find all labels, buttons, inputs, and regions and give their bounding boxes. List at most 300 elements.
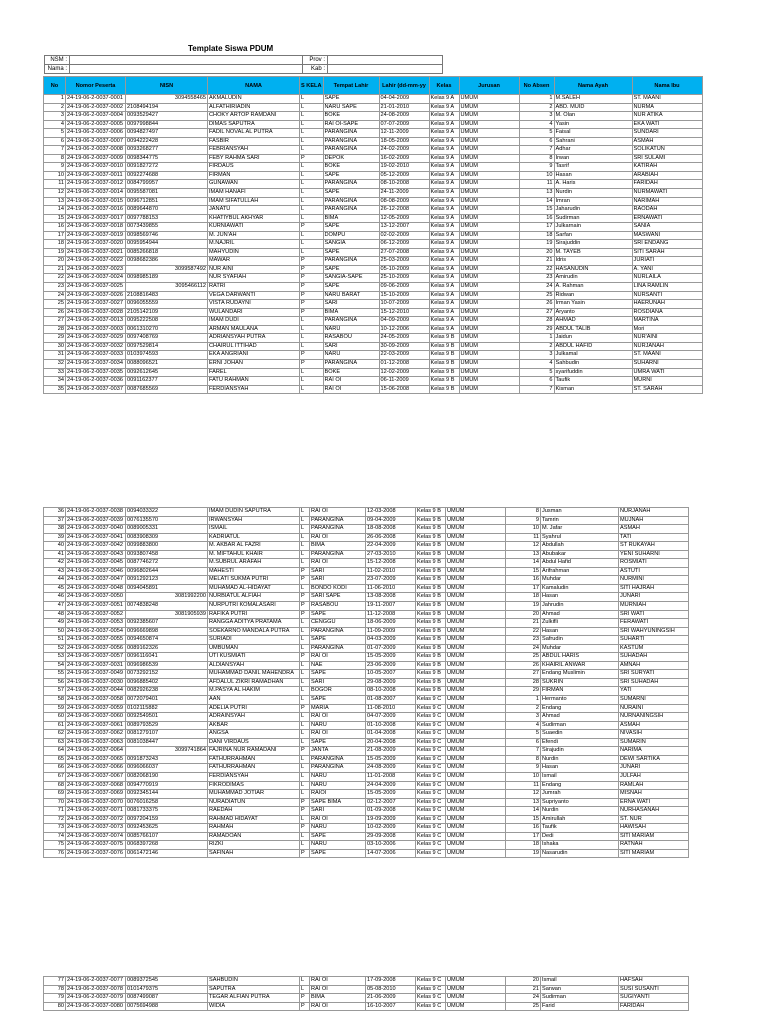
cell-nama-ayah[interactable]: ABDUL HARIS — [541, 653, 619, 662]
cell-nama-ibu[interactable]: AMNAH — [619, 661, 689, 670]
cell-nama[interactable]: EKA ANGRIANI — [208, 351, 300, 360]
cell-nama[interactable]: AKBAR — [208, 721, 300, 730]
cell-no[interactable]: 34 — [44, 377, 66, 386]
cell-jurusan[interactable]: UMUM — [459, 146, 519, 155]
cell-nisn[interactable]: 0068397268 — [126, 841, 208, 850]
cell-jurusan[interactable]: UMUM — [446, 636, 506, 645]
cell-nama[interactable]: RAFIKA PUTRI — [208, 610, 300, 619]
cell-nama-ibu[interactable]: SUMARNI — [619, 696, 689, 705]
cell-no[interactable]: 23 — [44, 283, 66, 292]
cell-nama-ayah[interactable]: Endang Muslimin — [541, 670, 619, 679]
cell-tanggal-lahir[interactable]: 06-12-2009 — [379, 240, 429, 249]
cell-jurusan[interactable]: UMUM — [446, 696, 506, 705]
cell-tempat-lahir[interactable]: NARU — [310, 781, 366, 790]
cell-jenis-kelamin[interactable]: L — [300, 678, 310, 687]
cell-nisn[interactable]: 0092549501 — [126, 713, 208, 722]
cell-jurusan[interactable]: UMUM — [459, 240, 519, 249]
cell-no-absen[interactable]: 9 — [506, 516, 541, 525]
cell-nama-ayah[interactable]: ABDUL TALIB — [554, 325, 632, 334]
cell-jenis-kelamin[interactable]: P — [300, 610, 310, 619]
cell-no[interactable]: 58 — [44, 696, 66, 705]
column-header-7[interactable]: Lahir (dd-mm-yy — [379, 77, 429, 95]
cell-tanggal-lahir[interactable]: 11-01-2008 — [366, 772, 416, 781]
cell-no[interactable]: 59 — [44, 704, 66, 713]
cell-tanggal-lahir[interactable]: 21-08-2009 — [366, 747, 416, 756]
cell-nama-ayah[interactable]: Supriyanto — [541, 798, 619, 807]
cell-nama-ibu[interactable]: SUNDARI — [632, 129, 702, 138]
cell-kelas[interactable]: Kelas 9 A — [429, 257, 459, 266]
cell-nama-ibu[interactable]: RAMLAH — [619, 781, 689, 790]
cell-nomor-peserta[interactable]: 24-19-06-2-0037-0002 — [66, 103, 126, 112]
cell-no-absen[interactable]: 28 — [506, 678, 541, 687]
cell-jenis-kelamin[interactable]: P — [300, 602, 310, 611]
cell-no[interactable]: 7 — [44, 146, 66, 155]
cell-nomor-peserta[interactable]: 24-19-06-2-0037-0016 — [66, 206, 126, 215]
cell-nama[interactable]: M. AKBAR AL FAZRI — [208, 542, 300, 551]
cell-jurusan[interactable]: UMUM — [446, 653, 506, 662]
cell-nama-ayah[interactable]: Irman Yasin — [554, 300, 632, 309]
cell-jurusan[interactable]: UMUM — [459, 95, 519, 104]
cell-nama[interactable]: FERDIANSYAH — [208, 772, 300, 781]
cell-jurusan[interactable]: UMUM — [446, 559, 506, 568]
cell-no-absen[interactable]: 10 — [519, 171, 554, 180]
cell-jurusan[interactable]: UMUM — [459, 317, 519, 326]
cell-jenis-kelamin[interactable]: L — [300, 368, 324, 377]
cell-jurusan[interactable]: UMUM — [446, 747, 506, 756]
cell-no-absen[interactable]: 28 — [519, 317, 554, 326]
cell-tempat-lahir[interactable]: DOMPU — [323, 231, 379, 240]
cell-nisn[interactable]: 0102115882 — [126, 704, 208, 713]
cell-nama-ibu[interactable]: SANIA — [632, 223, 702, 232]
cell-nomor-peserta[interactable]: 24-19-06-2-0037-0020 — [66, 240, 126, 249]
cell-no[interactable]: 22 — [44, 274, 66, 283]
cell-tanggal-lahir[interactable]: 26-06-2008 — [366, 533, 416, 542]
cell-tanggal-lahir[interactable]: 16-10-2007 — [366, 1002, 416, 1011]
cell-nomor-peserta[interactable]: 24-19-06-2-0037-0061 — [66, 721, 126, 730]
cell-tanggal-lahir[interactable]: 10-07-2009 — [379, 300, 429, 309]
cell-tempat-lahir[interactable]: RAI OI — [310, 730, 366, 739]
nsm-value-cell[interactable] — [70, 56, 303, 65]
cell-nisn[interactable]: 0087746272 — [126, 559, 208, 568]
cell-tanggal-lahir[interactable]: 27-03-2010 — [366, 550, 416, 559]
cell-kelas[interactable]: Kelas 9 B — [416, 508, 446, 517]
cell-jurusan[interactable]: UMUM — [446, 567, 506, 576]
cell-nomor-peserta[interactable]: 24-19-06-2-0037-0029 — [66, 334, 126, 343]
cell-no-absen[interactable]: 3 — [519, 351, 554, 360]
column-header-12[interactable]: Nama Ibu — [632, 77, 702, 95]
cell-jurusan[interactable]: UMUM — [446, 781, 506, 790]
cell-nama-ibu[interactable]: ARABIAH — [632, 171, 702, 180]
cell-nama-ayah[interactable]: Imran — [554, 197, 632, 206]
cell-no[interactable]: 49 — [44, 619, 66, 628]
cell-no-absen[interactable]: 21 — [506, 619, 541, 628]
cell-nisn[interactable]: 0091827272 — [126, 163, 208, 172]
cell-nisn[interactable]: 0097204159 — [126, 815, 208, 824]
cell-no[interactable]: 33 — [44, 368, 66, 377]
cell-nama-ayah[interactable]: HASANUDIN — [554, 265, 632, 274]
cell-nisn[interactable]: 0096712851 — [126, 197, 208, 206]
cell-no[interactable]: 53 — [44, 653, 66, 662]
cell-jenis-kelamin[interactable]: L — [300, 790, 310, 799]
cell-nisn[interactable]: 0097408769 — [126, 334, 208, 343]
cell-tanggal-lahir[interactable]: 01-04-2008 — [366, 730, 416, 739]
cell-no-absen[interactable]: 12 — [506, 790, 541, 799]
cell-nomor-peserta[interactable]: 24-19-06-2-0037-0007 — [66, 137, 126, 146]
cell-nama[interactable]: IMAM HANAFI — [208, 189, 300, 198]
cell-tanggal-lahir[interactable]: 11-09-2009 — [366, 627, 416, 636]
cell-jurusan[interactable]: UMUM — [459, 325, 519, 334]
cell-tempat-lahir[interactable]: SAPE — [323, 95, 379, 104]
cell-nama-ibu[interactable]: ST RUKAYAH — [619, 542, 689, 551]
cell-tempat-lahir[interactable]: SAPE — [310, 832, 366, 841]
cell-jurusan[interactable]: UMUM — [446, 550, 506, 559]
cell-no[interactable]: 14 — [44, 206, 66, 215]
cell-nama[interactable]: FATHURRAHMAN — [208, 755, 300, 764]
cell-jenis-kelamin[interactable]: L — [300, 755, 310, 764]
cell-nomor-peserta[interactable]: 24-19-06-2-0037-0064 — [66, 747, 126, 756]
cell-nomor-peserta[interactable]: 24-19-06-2-0037-0005 — [66, 120, 126, 129]
cell-nama-ibu[interactable]: ST. MAANI — [632, 351, 702, 360]
cell-kelas[interactable]: Kelas 9 B — [416, 542, 446, 551]
cell-nama-ayah[interactable]: Hermanto — [541, 696, 619, 705]
cell-nama[interactable]: GUNAWAN — [208, 180, 300, 189]
cell-tempat-lahir[interactable]: RAI OI — [310, 1002, 366, 1011]
cell-nama-ibu[interactable]: SRI WAHYUNINGSIH — [619, 627, 689, 636]
cell-no-absen[interactable]: 7 — [506, 747, 541, 756]
cell-nomor-peserta[interactable]: 24-19-06-2-0037-0066 — [66, 764, 126, 773]
cell-nomor-peserta[interactable]: 24-19-06-2-0037-0039 — [66, 516, 126, 525]
cell-jenis-kelamin[interactable]: L — [300, 730, 310, 739]
cell-jenis-kelamin[interactable]: L — [300, 146, 324, 155]
cell-no[interactable]: 4 — [44, 120, 66, 129]
cell-tempat-lahir[interactable]: BOKE — [323, 112, 379, 121]
cell-tempat-lahir[interactable]: BOGOR — [310, 687, 366, 696]
cell-no[interactable]: 21 — [44, 265, 66, 274]
cell-nama-ibu[interactable]: EKA WATI — [632, 120, 702, 129]
cell-no[interactable]: 9 — [44, 163, 66, 172]
cell-jenis-kelamin[interactable]: P — [300, 576, 310, 585]
cell-no-absen[interactable]: 24 — [506, 994, 541, 1003]
cell-no[interactable]: 67 — [44, 772, 66, 781]
cell-nama[interactable]: ALFATHIRIADIN — [208, 103, 300, 112]
cell-nama-ayah[interactable]: Sudirman — [554, 214, 632, 223]
cell-jenis-kelamin[interactable]: L — [300, 696, 310, 705]
cell-nomor-peserta[interactable]: 24-19-06-2-0037-0006 — [66, 129, 126, 138]
cell-kelas[interactable]: Kelas 9 C — [416, 713, 446, 722]
cell-kelas[interactable]: Kelas 9 A — [429, 325, 459, 334]
cell-nomor-peserta[interactable]: 24-19-06-2-0037-0012 — [66, 180, 126, 189]
cell-jenis-kelamin[interactable]: L — [300, 533, 310, 542]
cell-jurusan[interactable]: UMUM — [459, 385, 519, 394]
cell-nomor-peserta[interactable]: 24-19-06-2-0037-0080 — [66, 1002, 126, 1011]
cell-no-absen[interactable]: 3 — [506, 713, 541, 722]
cell-jurusan[interactable]: UMUM — [459, 129, 519, 138]
cell-tempat-lahir[interactable]: JANTA — [310, 747, 366, 756]
cell-no-absen[interactable]: 27 — [519, 308, 554, 317]
cell-nama[interactable]: KADRIATUL — [208, 533, 300, 542]
cell-kelas[interactable]: Kelas 9 C — [416, 781, 446, 790]
cell-no[interactable]: 63 — [44, 738, 66, 747]
cell-nama[interactable]: VEGA DARWANTI — [208, 291, 300, 300]
cell-no-absen[interactable]: 25 — [506, 653, 541, 662]
cell-nama-ibu[interactable]: ASMAH — [619, 525, 689, 534]
cell-nama-ayah[interactable]: Sarfan — [554, 231, 632, 240]
cell-jurusan[interactable]: UMUM — [459, 231, 519, 240]
cell-jenis-kelamin[interactable]: L — [300, 841, 310, 850]
cell-nama[interactable]: TEGAR ALFIAN PUTRA — [208, 994, 300, 1003]
cell-nama[interactable]: ERNI JOHAN — [208, 359, 300, 368]
cell-tempat-lahir[interactable]: CENGGU — [310, 619, 366, 628]
cell-nama-ayah[interactable]: Efendi — [541, 738, 619, 747]
cell-nisn[interactable]: 0091162377 — [126, 377, 208, 386]
cell-nama-ayah[interactable]: A. Rahman — [554, 283, 632, 292]
cell-nomor-peserta[interactable]: 24-19-06-2-0037-0017 — [66, 214, 126, 223]
cell-jurusan[interactable]: UMUM — [459, 214, 519, 223]
cell-nama[interactable]: DIMAS SAPUTRA — [208, 120, 300, 129]
cell-tempat-lahir[interactable]: SAPE — [310, 670, 366, 679]
cell-nisn[interactable]: 2108494194 — [126, 103, 208, 112]
cell-nama-ibu[interactable]: NURNANINGSIH — [619, 713, 689, 722]
cell-tanggal-lahir[interactable]: 25-03-2009 — [379, 257, 429, 266]
cell-nama[interactable]: ADRAINSYAH — [208, 713, 300, 722]
cell-nama[interactable]: ADRIANSYAH PUTRA — [208, 334, 300, 343]
cell-tempat-lahir[interactable]: NARU — [310, 721, 366, 730]
cell-no-absen[interactable]: 11 — [506, 781, 541, 790]
cell-tempat-lahir[interactable]: MARIA — [310, 704, 366, 713]
cell-nomor-peserta[interactable]: 24-19-06-2-0037-0031 — [66, 661, 126, 670]
cell-jurusan[interactable]: UMUM — [446, 704, 506, 713]
cell-kelas[interactable]: Kelas 9 A — [429, 137, 459, 146]
cell-kelas[interactable]: Kelas 9 C — [416, 985, 446, 994]
cell-nomor-peserta[interactable]: 24-19-06-2-0037-0078 — [66, 985, 126, 994]
cell-nama-ibu[interactable]: HAERUNAH — [632, 300, 702, 309]
cell-nama-ayah[interactable]: Idris — [554, 257, 632, 266]
cell-tanggal-lahir[interactable]: 14-07-2006 — [366, 849, 416, 858]
cell-nama-ibu[interactable]: KASTUM — [619, 644, 689, 653]
cell-nama[interactable]: UTI KUSMIATI — [208, 653, 300, 662]
cell-kelas[interactable]: Kelas 9 C — [416, 730, 446, 739]
cell-tanggal-lahir[interactable]: 15-05-2009 — [366, 653, 416, 662]
cell-nisn[interactable]: 0096116041 — [126, 653, 208, 662]
cell-nama-ayah[interactable]: AHMAD — [554, 317, 632, 326]
cell-tempat-lahir[interactable]: RAI OI — [310, 508, 366, 517]
cell-no[interactable]: 66 — [44, 764, 66, 773]
cell-nisn[interactable]: 0088096521 — [126, 359, 208, 368]
cell-nama[interactable]: M.PASYA AL HAKIM — [208, 687, 300, 696]
cell-tanggal-lahir[interactable]: 25-10-2009 — [379, 274, 429, 283]
cell-tempat-lahir[interactable]: SARI SAPE — [310, 593, 366, 602]
cell-tanggal-lahir[interactable]: 04-07-2009 — [366, 713, 416, 722]
cell-nomor-peserta[interactable]: 24-19-06-2-0037-0062 — [66, 730, 126, 739]
cell-tanggal-lahir[interactable]: 23-06-2009 — [366, 661, 416, 670]
cell-no[interactable]: 17 — [44, 231, 66, 240]
cell-nama[interactable]: AFDALUL ZIKRI RAMADHAN — [208, 678, 300, 687]
cell-nisn[interactable]: 0091292123 — [126, 576, 208, 585]
cell-jenis-kelamin[interactable]: L — [300, 163, 324, 172]
cell-nama-ibu[interactable]: NURLAILA — [632, 274, 702, 283]
cell-tanggal-lahir[interactable]: 24-04-2009 — [366, 781, 416, 790]
cell-jenis-kelamin[interactable]: P — [300, 265, 324, 274]
cell-tempat-lahir[interactable]: RAI OI — [310, 559, 366, 568]
cell-nama[interactable]: FAREL — [208, 368, 300, 377]
cell-no[interactable]: 11 — [44, 180, 66, 189]
cell-nama-ayah[interactable]: Yasin — [554, 120, 632, 129]
cell-nisn[interactable]: 3099741864 — [126, 747, 208, 756]
cell-no-absen[interactable]: 20 — [519, 248, 554, 257]
cell-jurusan[interactable]: UMUM — [446, 619, 506, 628]
cell-no-absen[interactable]: 10 — [506, 525, 541, 534]
cell-tempat-lahir[interactable]: SARI — [310, 807, 366, 816]
cell-nomor-peserta[interactable]: 24-19-06-2-0037-0010 — [66, 163, 126, 172]
cell-no[interactable]: 24 — [44, 291, 66, 300]
cell-tempat-lahir[interactable]: BOKE — [323, 163, 379, 172]
cell-jenis-kelamin[interactable]: L — [300, 525, 310, 534]
cell-nomor-peserta[interactable]: 24-19-06-2-0037-0068 — [66, 781, 126, 790]
cell-nama[interactable]: SURIADI — [208, 636, 300, 645]
cell-nama-ibu[interactable]: ERNA WATI — [619, 798, 689, 807]
cell-nama-ayah[interactable]: M.SALEH — [554, 95, 632, 104]
cell-kelas[interactable]: Kelas 9 A — [429, 240, 459, 249]
cell-jenis-kelamin[interactable]: L — [300, 627, 310, 636]
cell-no[interactable]: 18 — [44, 240, 66, 249]
cell-nama-ayah[interactable]: Irwan — [554, 154, 632, 163]
cell-no-absen[interactable]: 6 — [519, 137, 554, 146]
cell-nama[interactable]: MAHESTI — [208, 567, 300, 576]
cell-nisn[interactable]: 0072079401 — [126, 696, 208, 705]
cell-nama-ibu[interactable]: ST. SARAH — [632, 385, 702, 394]
cell-nama-ibu[interactable]: TATI — [619, 533, 689, 542]
cell-kelas[interactable]: Kelas 9 B — [416, 516, 446, 525]
cell-jenis-kelamin[interactable]: P — [300, 291, 324, 300]
cell-nomor-peserta[interactable]: 24-19-06-2-0037-0050 — [66, 593, 126, 602]
cell-nama-ibu[interactable]: MASWANI — [632, 231, 702, 240]
cell-nama-ayah[interactable]: Hasan — [554, 171, 632, 180]
cell-tanggal-lahir[interactable]: 15-12-2010 — [379, 308, 429, 317]
cell-jenis-kelamin[interactable]: P — [300, 283, 324, 292]
cell-tempat-lahir[interactable]: SANGIA — [323, 240, 379, 249]
cell-no-absen[interactable]: 6 — [519, 377, 554, 386]
cell-jenis-kelamin[interactable]: L — [300, 977, 310, 986]
cell-nama[interactable]: RAHMAD HIDAYAT — [208, 815, 300, 824]
cell-nisn[interactable]: 0097788153 — [126, 214, 208, 223]
cell-jurusan[interactable]: UMUM — [446, 764, 506, 773]
cell-kelas[interactable]: Kelas 9 A — [429, 154, 459, 163]
cell-nomor-peserta[interactable]: 24-19-06-2-0037-0015 — [66, 197, 126, 206]
cell-nomor-peserta[interactable]: 24-19-06-2-0037-0049 — [66, 670, 126, 679]
cell-nama[interactable]: MELATI SUKMA PUTRI — [208, 576, 300, 585]
cell-jenis-kelamin[interactable]: P — [300, 351, 324, 360]
cell-tempat-lahir[interactable]: RASABOU — [310, 602, 366, 611]
cell-nama-ibu[interactable]: SRI SUHADAH — [619, 678, 689, 687]
cell-nama-ibu[interactable]: LINA RAMLIN — [632, 283, 702, 292]
cell-tempat-lahir[interactable]: RAI OI — [310, 653, 366, 662]
cell-nama[interactable]: NURBIATUL ALFIAH — [208, 593, 300, 602]
cell-tempat-lahir[interactable]: PARANGINA — [323, 137, 379, 146]
cell-nisn[interactable]: 0092612645 — [126, 368, 208, 377]
cell-jurusan[interactable]: UMUM — [446, 815, 506, 824]
cell-tanggal-lahir[interactable]: 02-02-2009 — [379, 231, 429, 240]
cell-no[interactable]: 80 — [44, 1002, 66, 1011]
cell-nama[interactable]: JANATU — [208, 206, 300, 215]
column-header-9[interactable]: Jurusan — [459, 77, 519, 95]
cell-tempat-lahir[interactable]: SARI — [310, 576, 366, 585]
cell-nisn[interactable]: 0089644870 — [126, 206, 208, 215]
cell-tempat-lahir[interactable]: NARU SAPE — [323, 103, 379, 112]
cell-tempat-lahir[interactable]: PARANGINA — [310, 550, 366, 559]
cell-nama-ibu[interactable]: A. YANI — [632, 265, 702, 274]
cell-nisn[interactable]: 3081992200 — [126, 593, 208, 602]
cell-jenis-kelamin[interactable]: L — [300, 103, 324, 112]
cell-nama[interactable]: RATRI — [208, 283, 300, 292]
cell-no[interactable]: 50 — [44, 627, 66, 636]
cell-nama-ibu[interactable]: SUSI SUSANTI — [619, 985, 689, 994]
cell-tanggal-lahir[interactable]: 21-06-2009 — [366, 994, 416, 1003]
cell-no-absen[interactable]: 17 — [519, 223, 554, 232]
cell-no-absen[interactable]: 18 — [506, 593, 541, 602]
cell-no-absen[interactable]: 10 — [506, 772, 541, 781]
cell-nomor-peserta[interactable]: 24-19-06-2-0037-0044 — [66, 687, 126, 696]
cell-nama-ayah[interactable]: Abdul Hafid — [541, 559, 619, 568]
cell-no-absen[interactable]: 23 — [506, 636, 541, 645]
cell-kelas[interactable]: Kelas 9 A — [429, 103, 459, 112]
cell-nomor-peserta[interactable]: 24-19-06-2-0037-0034 — [66, 359, 126, 368]
cell-jurusan[interactable]: UMUM — [446, 832, 506, 841]
cell-nama-ibu[interactable]: MURNIAH — [619, 602, 689, 611]
cell-jurusan[interactable]: UMUM — [446, 985, 506, 994]
cell-nama-ibu[interactable]: JUNARI — [619, 764, 689, 773]
cell-nama-ibu[interactable]: JUNARI — [619, 593, 689, 602]
cell-tempat-lahir[interactable]: PARANGINA — [323, 129, 379, 138]
cell-nisn[interactable]: 3081905939 — [126, 610, 208, 619]
cell-kelas[interactable]: Kelas 9 B — [416, 584, 446, 593]
cell-tempat-lahir[interactable]: NARU BARAT — [323, 291, 379, 300]
cell-jurusan[interactable]: UMUM — [459, 103, 519, 112]
cell-no-absen[interactable]: 16 — [519, 214, 554, 223]
cell-tanggal-lahir[interactable]: 11-02-2010 — [366, 567, 416, 576]
cell-jenis-kelamin[interactable]: P — [300, 994, 310, 1003]
cell-nama-ibu[interactable]: HAWISAH — [619, 824, 689, 833]
cell-nisn[interactable]: 0094222428 — [126, 137, 208, 146]
cell-nama[interactable]: WIDIA — [208, 1002, 300, 1011]
cell-nama-ayah[interactable]: ABD. MUID — [554, 103, 632, 112]
cell-nomor-peserta[interactable]: 24-19-06-2-0037-0037 — [66, 385, 126, 394]
cell-nama[interactable]: ARMAN MAULANA — [208, 325, 300, 334]
cell-no-absen[interactable]: 2 — [519, 103, 554, 112]
cell-no-absen[interactable]: 11 — [506, 533, 541, 542]
cell-nomor-peserta[interactable]: 24-19-06-2-0037-0051 — [66, 602, 126, 611]
cell-jurusan[interactable]: UMUM — [459, 171, 519, 180]
cell-jenis-kelamin[interactable]: L — [300, 197, 324, 206]
cell-nama-ibu[interactable]: ASTUTI — [619, 567, 689, 576]
column-header-10[interactable]: No Absen — [519, 77, 554, 95]
cell-jurusan[interactable]: UMUM — [459, 154, 519, 163]
cell-jurusan[interactable]: UMUM — [459, 342, 519, 351]
cell-tempat-lahir[interactable]: BIMA — [310, 542, 366, 551]
cell-nama-ibu[interactable]: NURHASANAH — [619, 807, 689, 816]
cell-jenis-kelamin[interactable]: L — [300, 317, 324, 326]
kab-value-cell[interactable] — [328, 65, 443, 74]
cell-nama-ibu[interactable]: SRI ENDANG — [632, 240, 702, 249]
cell-nama-ayah[interactable]: Nurdin — [541, 755, 619, 764]
cell-nisn[interactable]: 0076135570 — [126, 516, 208, 525]
cell-tanggal-lahir[interactable]: 09-04-2009 — [366, 516, 416, 525]
cell-nomor-peserta[interactable]: 24-19-06-2-0037-0071 — [66, 807, 126, 816]
cell-tanggal-lahir[interactable]: 04-04-2009 — [379, 95, 429, 104]
cell-nama[interactable]: M.NAJRIL — [208, 240, 300, 249]
cell-jurusan[interactable]: UMUM — [459, 206, 519, 215]
cell-nisn[interactable]: 0092345144 — [126, 790, 208, 799]
cell-nama-ibu[interactable]: JURIATI — [632, 257, 702, 266]
